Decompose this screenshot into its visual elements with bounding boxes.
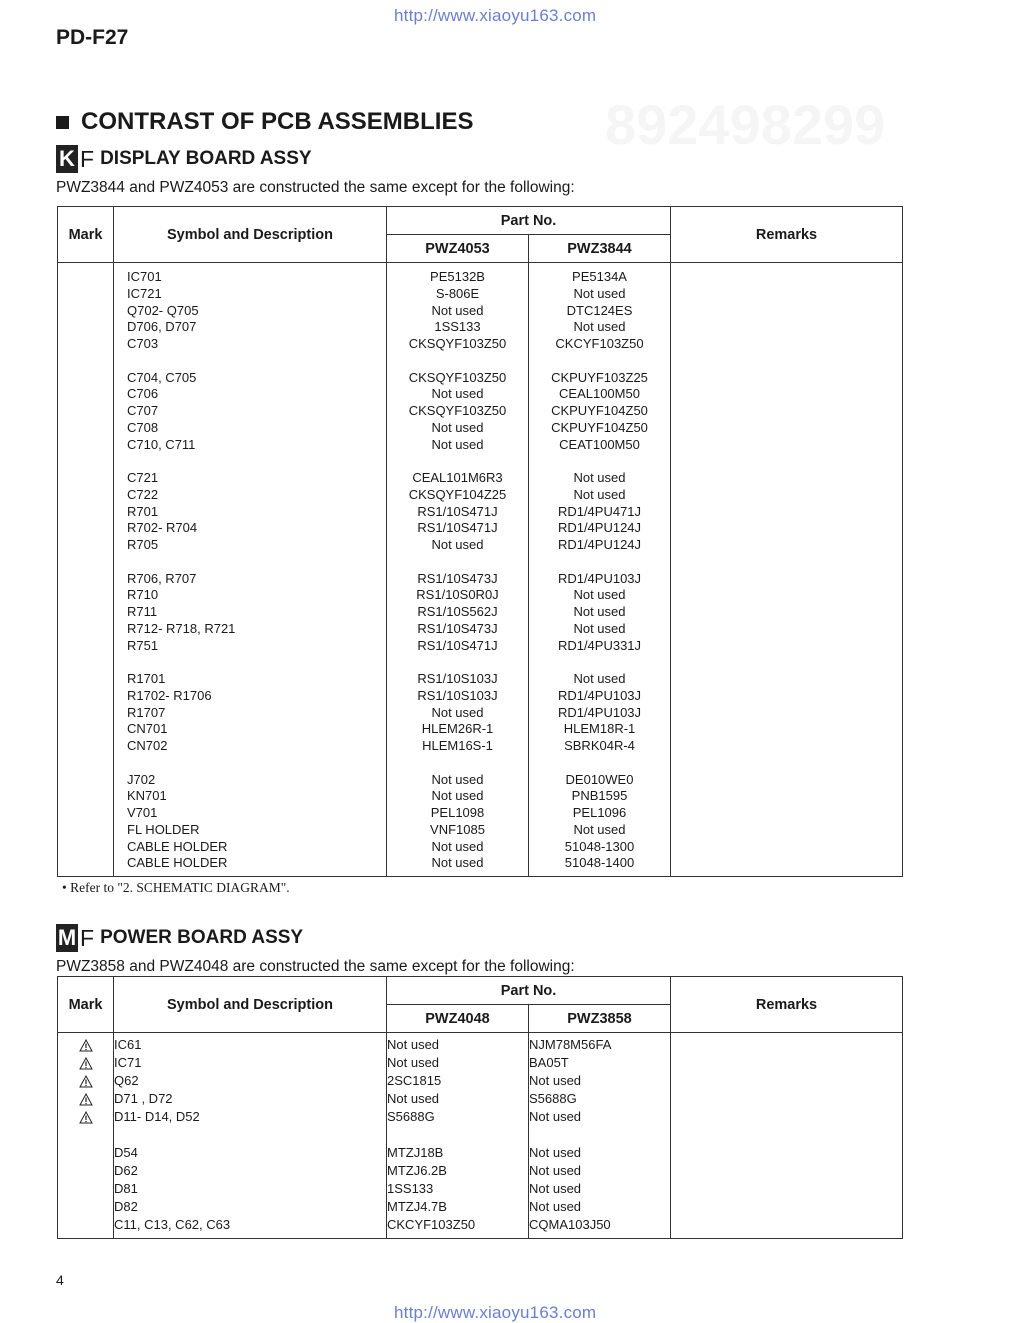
table-cell: C721 [127, 470, 159, 485]
empty-mark [58, 1180, 113, 1198]
table-cell: 51048-1300 [564, 838, 635, 854]
table-cell: RD1/4PU471J [557, 503, 642, 519]
warning-triangle-icon [58, 1108, 113, 1126]
table-cell: S5688G [529, 1091, 577, 1106]
table-cell [529, 353, 670, 370]
table-cell: R711 [127, 604, 158, 619]
part-b-column [529, 263, 671, 877]
table-cell: R712- R718, R721 [127, 620, 236, 636]
table-cell: RS1/10S473J [417, 570, 498, 586]
table-cell [529, 1126, 670, 1144]
symbol-column [114, 263, 387, 877]
table-cell: D71 , D72 [114, 1091, 173, 1106]
empty-mark [58, 1216, 113, 1234]
table-cell [387, 654, 528, 671]
table-cell: HLEM18R-1 [563, 721, 636, 737]
table-cell [114, 755, 386, 772]
table-cell: CABLE HOLDER [127, 855, 228, 871]
header-part-no: Part No. [387, 207, 671, 235]
table-cell: Not used [573, 604, 626, 619]
table-cell: NJM78M56FA [529, 1037, 612, 1052]
table-cell: CABLE HOLDER [127, 838, 228, 854]
table-cell [529, 453, 670, 470]
table-cell [387, 453, 528, 470]
table-cell: Not used [431, 771, 484, 787]
warning-triangle-icon [58, 1072, 113, 1090]
table-cell: Not used [431, 704, 484, 720]
table-cell [114, 1126, 386, 1144]
remarks-column [671, 1033, 903, 1239]
table-cell: Not used [529, 1163, 582, 1178]
table-cell [114, 453, 386, 470]
table-cell: S5688G [387, 1109, 435, 1124]
table-cell: C704, C705 [127, 369, 197, 385]
page-number: 4 [56, 1272, 64, 1288]
table-cell: CKPUYF104Z50 [551, 403, 648, 418]
table-cell: 51048-1400 [564, 855, 635, 871]
table-cell: D54 [114, 1145, 138, 1160]
section-title: CONTRAST OF PCB ASSEMBLIES [56, 108, 473, 136]
table-cell: IC71 [114, 1055, 142, 1070]
table-cell: PNB1595 [571, 788, 628, 804]
k-badge-icon: K [56, 145, 78, 173]
table-cell: Not used [573, 470, 626, 485]
table-cell: 1SS133 [434, 319, 481, 335]
table-cell: C722 [127, 486, 159, 502]
header-col-b: PWZ3858 [529, 1005, 671, 1033]
empty-mark [58, 1144, 113, 1162]
table-cell: PEL1096 [572, 805, 627, 820]
table-cell: CKPUYF103Z25 [551, 369, 648, 385]
header-col-a: PWZ4048 [387, 1005, 529, 1033]
power-board-title: M F POWER BOARD ASSY [57, 924, 304, 951]
table-cell: Not used [431, 838, 484, 854]
table-cell [114, 353, 386, 370]
table-cell: 1SS133 [387, 1181, 434, 1196]
table-header-row [58, 977, 903, 1005]
table-cell: Not used [431, 386, 484, 402]
table-cell: CKPUYF104Z50 [551, 419, 648, 435]
table-cell: Not used [573, 285, 626, 301]
table-cell: SBRK04R-4 [564, 738, 635, 753]
table-body [58, 1033, 903, 1239]
table-cell [529, 554, 670, 571]
header-symbol: Symbol and Description [114, 977, 387, 1033]
table-cell: R1707 [127, 704, 166, 720]
table-cell: J702 [127, 771, 156, 787]
table-cell: RD1/4PU124J [557, 520, 642, 536]
table-cell: CQMA103J50 [529, 1217, 611, 1232]
table-cell: CKCYF103Z50 [555, 336, 644, 351]
header-part-no: Part No. [387, 977, 671, 1005]
table-cell: Not used [387, 1037, 440, 1052]
table-cell: RS1/10S562J [417, 604, 498, 619]
warning-triangle-icon [58, 1036, 113, 1054]
table-cell: Not used [573, 587, 626, 603]
badge-suffix: F [80, 924, 95, 951]
table-cell: R705 [127, 537, 159, 552]
table-cell: CEAL100M50 [559, 386, 640, 402]
table-cell: C703 [127, 336, 159, 351]
header-symbol: Symbol and Description [114, 207, 387, 263]
table-cell: Not used [529, 1145, 582, 1160]
table-cell: FL HOLDER [127, 821, 200, 837]
square-bullet-icon [56, 116, 69, 129]
table-cell: CN701 [127, 721, 168, 737]
table-cell: Not used [431, 788, 484, 804]
table-cell: Not used [573, 671, 626, 686]
header-col-b: PWZ3844 [529, 235, 671, 263]
table-cell [114, 654, 386, 671]
empty-mark [58, 1198, 113, 1216]
mark-column [58, 263, 114, 877]
table-cell: IC721 [127, 285, 162, 301]
table-cell: RS1/10S471J [417, 637, 498, 653]
table-cell: 2SC1815 [387, 1073, 442, 1088]
table-cell: RS1/10S103J [417, 671, 498, 686]
table-cell: RS1/10S0R0J [416, 587, 499, 603]
table-cell: DE010WE0 [565, 771, 634, 787]
m-badge-icon: M [57, 925, 77, 950]
part-a-column [387, 263, 529, 877]
table-cell: IC61 [114, 1037, 142, 1052]
table-cell: RD1/4PU331J [557, 637, 642, 653]
power-board-table [57, 976, 903, 1239]
empty-mark [58, 1162, 113, 1180]
mark-column [58, 1033, 114, 1239]
table-cell: CKSQYF103Z50 [408, 336, 507, 351]
table-cell: C707 [127, 403, 159, 418]
table-cell: Not used [431, 537, 484, 552]
display-board-title: K F DISPLAY BOARD ASSY [56, 145, 312, 173]
table-cell: RD1/4PU103J [557, 704, 642, 720]
table-cell: V701 [127, 805, 158, 820]
table-cell [387, 1126, 528, 1144]
header-remarks: Remarks [671, 207, 903, 263]
table-cell: PEL1098 [430, 805, 485, 820]
table-cell: RD1/4PU103J [557, 687, 642, 703]
part-b-column [529, 1033, 671, 1239]
table-cell: Not used [573, 821, 626, 837]
header-col-a: PWZ4053 [387, 235, 529, 263]
table-cell: CEAT100M50 [559, 436, 640, 452]
table-cell [387, 554, 528, 571]
table-cell [387, 755, 528, 772]
table-cell: Not used [431, 436, 484, 452]
table-cell: Q702- Q705 [127, 302, 199, 318]
table-cell: MTZJ18B [387, 1145, 444, 1160]
empty-mark [58, 1126, 113, 1144]
header-url[interactable]: http://www.xiaoyu163.com [394, 6, 597, 25]
part-a-column [387, 1033, 529, 1239]
badge-suffix: F [80, 145, 95, 172]
watermark [605, 92, 885, 157]
table-cell: D62 [114, 1163, 138, 1178]
table-cell: Not used [573, 319, 626, 335]
table-cell: BA05T [529, 1055, 569, 1070]
table-cell: Not used [529, 1073, 582, 1088]
table-cell: Not used [431, 419, 484, 435]
table-cell [114, 554, 386, 571]
table-cell: RD1/4PU124J [557, 537, 642, 552]
symbol-column [114, 1033, 387, 1239]
table-cell: KN701 [127, 788, 167, 804]
table-cell: RS1/10S473J [417, 620, 498, 636]
table-cell: R702- R704 [127, 520, 198, 536]
table-cell: C706 [127, 386, 159, 402]
table-cell: CKSQYF104Z25 [408, 486, 507, 502]
table-cell [529, 654, 670, 671]
footer-url[interactable]: http://www.xiaoyu163.com [394, 1303, 597, 1322]
table-cell: D81 [114, 1181, 138, 1196]
table-cell: Not used [529, 1199, 582, 1214]
table-cell: S-806E [435, 285, 480, 301]
table-cell: Not used [529, 1109, 582, 1124]
table-cell: MTZJ6.2B [387, 1163, 447, 1178]
table-cell: CEAL101M6R3 [412, 470, 503, 485]
table-cell: Q62 [114, 1073, 139, 1088]
table-cell: RS1/10S471J [417, 503, 498, 519]
table-cell: D706, D707 [127, 319, 197, 335]
table-cell: C11, C13, C62, C63 [114, 1217, 231, 1232]
remarks-column [671, 263, 903, 877]
table-cell: CKSQYF103Z50 [408, 403, 507, 418]
model-title: PD-F27 [56, 26, 129, 49]
header-remarks: Remarks [671, 977, 903, 1033]
table-cell: MTZJ4.7B [387, 1199, 447, 1214]
table-cell: IC701 [127, 269, 162, 284]
table-cell: HLEM16S-1 [422, 738, 493, 753]
table-cell [529, 755, 670, 772]
table-cell: R706, R707 [127, 570, 197, 586]
table-cell: RS1/10S103J [417, 687, 498, 703]
table-cell: DTC124ES [566, 302, 633, 318]
table-cell: HLEM26R-1 [421, 721, 494, 737]
table-cell: R701 [127, 503, 159, 519]
table-cell: R751 [127, 637, 159, 653]
table-cell: Not used [573, 486, 626, 502]
display-board-table [57, 206, 903, 877]
power-board-intro: PWZ3858 and PWZ4048 are constructed the same except for the following: [56, 958, 575, 975]
table-cell: PE5134A [572, 269, 627, 284]
table-cell: C710, C711 [127, 436, 196, 452]
warning-triangle-icon [58, 1090, 113, 1108]
table-cell: R1702- R1706 [127, 687, 212, 703]
table-cell: Not used [387, 1055, 440, 1070]
display-board-intro: PWZ3844 and PWZ4053 are constructed the same except for the following: [56, 179, 575, 196]
table-cell: Not used [529, 1181, 582, 1196]
table-cell: CN702 [127, 738, 168, 753]
warning-triangle-icon [58, 1054, 113, 1072]
table-cell: Not used [573, 620, 626, 636]
table-header-row [58, 207, 903, 235]
header-mark: Mark [58, 977, 114, 1033]
table-cell: RS1/10S471J [417, 520, 498, 536]
table-cell: RD1/4PU103J [557, 570, 642, 586]
table-cell: Not used [431, 855, 484, 871]
table-cell: R710 [127, 587, 159, 603]
schematic-note: • Refer to "2. SCHEMATIC DIAGRAM". [62, 880, 290, 895]
table-cell: D82 [114, 1199, 138, 1214]
table-cell: CKSQYF103Z50 [408, 369, 507, 385]
table-cell: PE5132B [430, 269, 485, 284]
table-cell: Not used [431, 302, 484, 318]
table-cell [387, 353, 528, 370]
table-cell: D11- D14, D52 [114, 1109, 200, 1124]
header-mark: Mark [58, 207, 114, 263]
table-cell: CKCYF103Z50 [387, 1217, 476, 1232]
table-cell: Not used [387, 1091, 440, 1106]
table-cell: R1701 [127, 671, 166, 686]
table-body [58, 263, 903, 877]
table-cell: C708 [127, 419, 159, 435]
table-cell: VNF1085 [430, 821, 485, 837]
